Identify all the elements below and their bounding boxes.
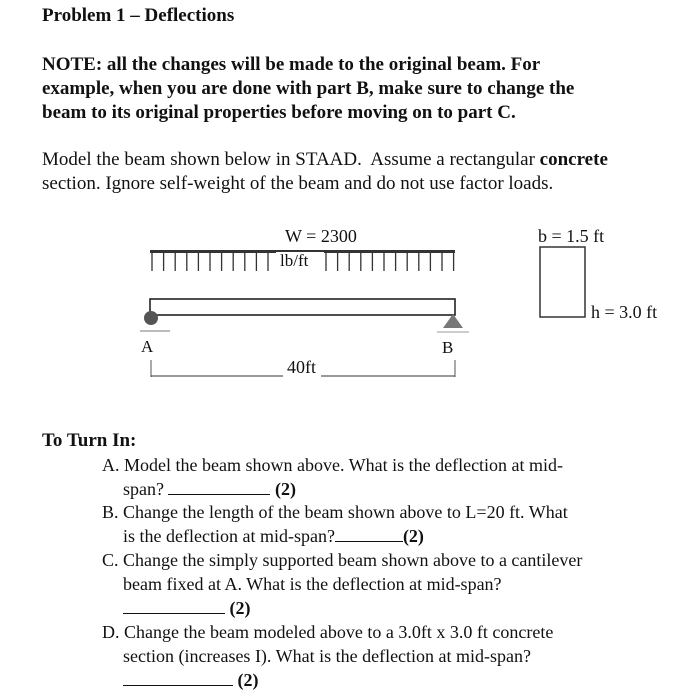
load-unit: lb/ft: [280, 251, 309, 270]
support-b-icon: [443, 314, 463, 328]
intro-line-2: section. Ignore self-weight of the beam and do not use factor loads.: [42, 173, 554, 194]
part-c-answer-blank: [123, 597, 225, 614]
part-d-points: (2): [237, 670, 259, 690]
part-a-span: span?: [123, 479, 164, 499]
part-d-line-3: [123, 669, 259, 692]
problem-title: Problem 1 – Deflections: [42, 5, 235, 26]
section-height-label: h = 3.0 ft: [591, 302, 658, 322]
part-b-points: (2): [402, 526, 424, 546]
note-line-3: beam to its original properties before moving on to part C.: [42, 102, 516, 123]
section-width-label: b = 1.5 ft: [538, 226, 605, 246]
part-c-line-3: [123, 597, 251, 620]
part-a-answer-blank: [168, 478, 270, 495]
part-a-points: (2): [274, 479, 296, 499]
cross-section: [540, 247, 585, 317]
intro-text: Model the beam shown below in STAAD. Assume a rectangular: [42, 149, 540, 170]
part-d-line-1: D. Change the beam modeled above to a 3.0ft x 3.0 ft concrete: [102, 622, 554, 642]
part-c-line-2: beam fixed at A. What is the deflection at mid-span?: [123, 574, 502, 594]
intro-line-1: [42, 148, 608, 172]
load-label: W = 2300: [285, 226, 357, 246]
part-c-line-1: C. Change the simply supported beam shown above to a cantilever: [102, 550, 583, 570]
note-line-1: NOTE: all the changes will be made to the original beam. For: [42, 54, 541, 75]
part-b-line-1: B. Change the length of the beam shown above to L=20 ft. What: [102, 502, 568, 522]
note-line-2: example, when you are done with part B, make sure to change the: [42, 78, 575, 99]
part-b-line-2: [123, 525, 424, 548]
span-label: 40ft: [287, 357, 316, 377]
support-a-label: A: [141, 337, 154, 356]
intro-concrete: concrete: [539, 149, 608, 170]
part-c-points: (2): [229, 598, 251, 618]
turn-in-heading: To Turn In:: [42, 430, 137, 451]
part-d-answer-blank: [123, 669, 233, 686]
part-a-line-2: [123, 478, 296, 501]
part-b-answer-blank: [335, 525, 403, 542]
beam: [150, 299, 455, 315]
part-a-line-1: A. Model the beam shown above. What is the deflection at mid-: [102, 455, 564, 475]
part-b-text: is the deflection at mid-span?: [123, 526, 335, 546]
part-d-line-2: section (increases I). What is the deflection at mid-span?: [123, 646, 532, 666]
support-a-icon: [144, 311, 158, 325]
support-b-label: B: [442, 338, 454, 357]
beam-diagram: [0, 215, 700, 390]
